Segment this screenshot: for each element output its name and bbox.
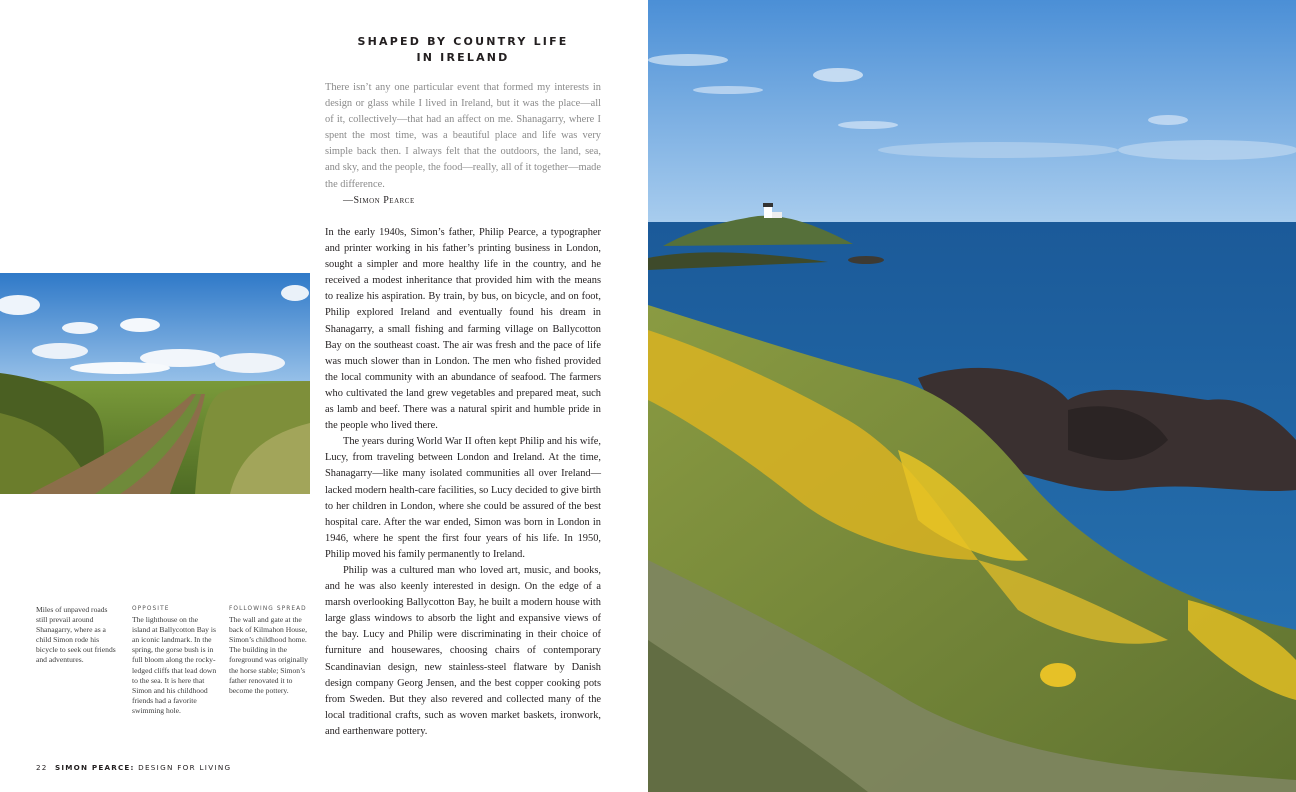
book-subtitle: DESIGN FOR LIVING bbox=[138, 763, 232, 772]
ballycotton-lighthouse-photo bbox=[648, 0, 1296, 792]
caption-following-text: The wall and gate at the back of Kilmahon House, Simon’s childhood home. The building in the foreground was originally the horse stable; Simon’s father renovated it to become the pottery. bbox=[229, 615, 308, 695]
caption-opposite-label: OPPOSITE bbox=[132, 606, 170, 612]
page-number: 22 bbox=[36, 763, 48, 772]
body-paragraph: Philip was a cultured man who loved art, music, and books, and he was also keenly interested in design. On the edge of a marsh overlooking Ballycotton Bay, he built a modern house with large glass windows to absorb the light and expansive views of the bay. Lucy and Philip were discriminating in their choice of furniture and housewares, choosing chairs of contemporary Scandinavian design, new stainless-steel flatware by Danish design company Georg Jensen, and the best copper cooking pots from Sweden. But they also revered and collected many of the local traditional crafts, such as woven market baskets, ironwork, and earthenware pottery. bbox=[325, 564, 601, 737]
body-text bbox=[325, 225, 601, 740]
book-title: SIMON PEARCE: bbox=[55, 763, 135, 772]
heading-line-1: SHAPED BY COUNTRY LIFE bbox=[357, 35, 569, 48]
caption-following-label: FOLLOWING SPREAD bbox=[229, 606, 307, 612]
caption-opposite bbox=[132, 604, 218, 716]
caption-following bbox=[229, 604, 309, 696]
quote-attribution: —Simon Pearce bbox=[343, 195, 415, 206]
country-road-photo bbox=[0, 273, 310, 494]
page-footer bbox=[36, 763, 231, 772]
caption-opposite-text: The lighthouse on the island at Ballycotton Bay is an iconic landmark. In the spring, the gorse bush is in full bloom along the rocky-ledged cliffs that lead down to the sea. It is here that Simon and his childhood friends had a favorite swimming hole. bbox=[132, 615, 217, 715]
heading-line-2: IN IRELAND bbox=[416, 51, 510, 64]
epigraph-quote: There isn’t any one particular event that formed my interests in design or glass while I lived in Ireland, but it was the place—all of it, collectively—that had an affect on me. Shanagarry, where I spent the most time, was a beautiful place and life was very simple back then. I always felt that the outdoors, the land, sea, and sky, and the people, the food—really, all of it together—made the difference. bbox=[325, 82, 601, 190]
caption-main: Miles of unpaved roads still prevail around Shanagarry, where as a child Simon rode his bicycle to seek out friends and adventures. bbox=[36, 605, 116, 665]
body-paragraph: The years during World War II often kept Philip and his wife, Lucy, from traveling between London and Ireland. At the time, Shanagarry—like many isolated communities all over Ireland—lacked modern health-care facilities, so Lucy decided to give birth to her children in London, where she could be assured of the best hospital care. After the war ended, Simon was born in London in 1946, where he spent the first four years of his life. In 1950, Philip moved his family permanently to Ireland. bbox=[325, 436, 601, 560]
body-paragraph: In the early 1940s, Simon’s father, Philip Pearce, a typographer and printer working in his father’s printing business in London, sought a simpler and more healthy life in the country, and he received a modest inheritance that provided him with the means to realize his aspiration. By train, by bus, on bicycle, and on foot, Philip explored Ireland and eventually found his dream in Shanagarry, a small fishing and farming village on Ballycotton Bay on the southeast coast. The air was fresh and the pace of life was much slower than in London. The men who fished provided the local community with an abundance of seafood. The farmers who cultivated the land grew vegetables and prepared meat, such as lamb and beef. There was a natural spirit and humble pride in the people who lived there. bbox=[325, 227, 601, 432]
chapter-heading bbox=[325, 34, 601, 66]
